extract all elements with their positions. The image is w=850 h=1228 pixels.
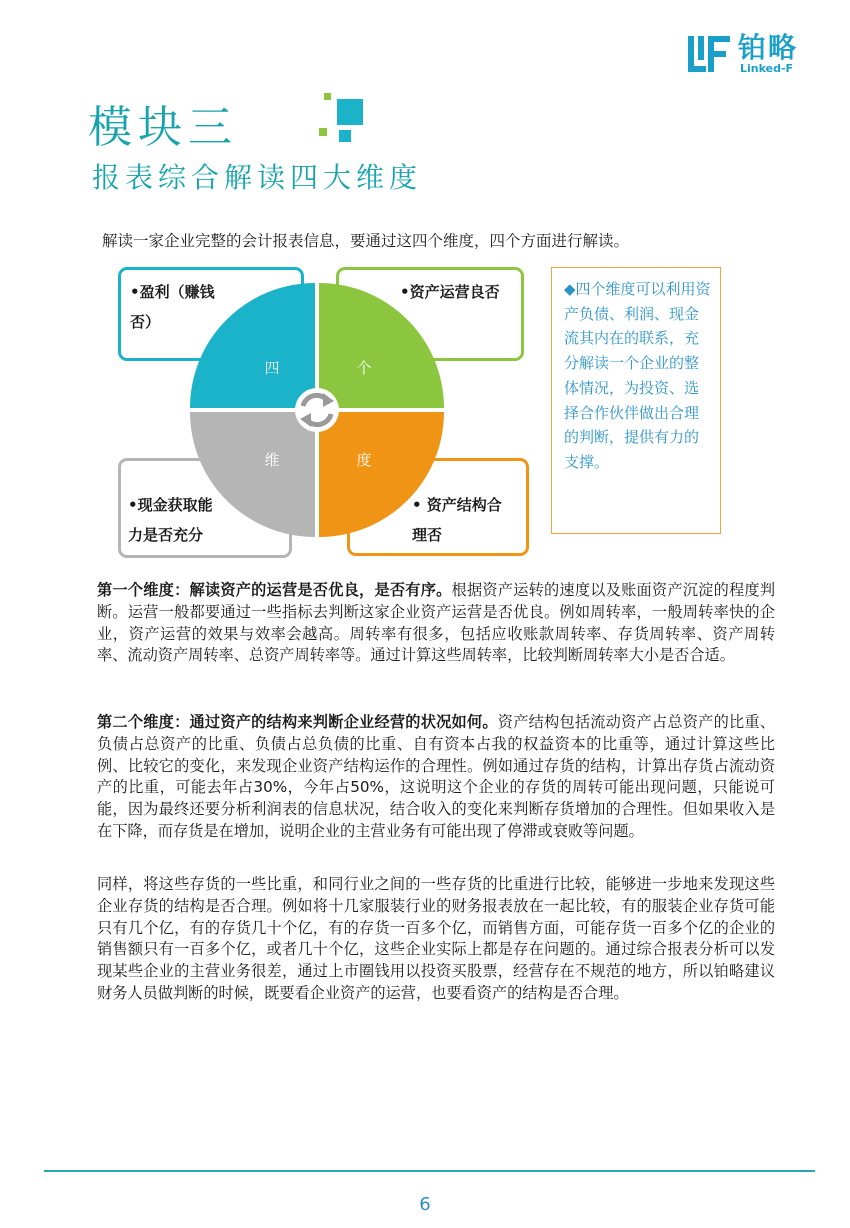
box-structure-label: • 资产结构合理否: [412, 496, 502, 544]
note-text: ◆四个维度可以利用资产负债、利润、现金流其内在的联系，充分解读一个企业的整体情况，为投资、选择合作伙伴做出合理的判断，提供有力的支撑。: [564, 280, 711, 471]
paragraph-body: 根据资产运转的速度以及账面资产沉淀的程度判断。运营一般都要通过一些指标去判断这家企业资产运营是否优良。例如周转率，一般周转率快的企业，资产运营的效果与效率会越高。周转率有很多，包括应收账款周转率、存货周转率、资产周转率、流动资产周转率、总资产周转率等。通过计算这些周转率，比较判断周转率大小是否合适。: [97, 581, 776, 665]
cycle-arrows-icon: [295, 388, 339, 432]
paragraph-lead: 第一个维度：解读资产的运营是否优良，是否有序。: [97, 581, 452, 599]
box-cashflow-label: •现金获取能力是否充分: [128, 496, 213, 544]
brand-name-en: Linked-F: [740, 62, 794, 75]
paragraph-dimension-1: [97, 580, 775, 667]
paragraph-comparison: [97, 874, 775, 1005]
brand-name-cn: 铂略: [738, 31, 799, 64]
quadrant-char-1: 四: [264, 359, 280, 377]
module-title: 模块三: [88, 102, 238, 153]
footer-divider: [44, 1170, 815, 1172]
paragraph-body: 资产结构包括流动资产占总资产的比重、负债占总资产的比重、负债占总负债的比重、自有资本占我的权益资本的比重等，通过计算这些比例、比较它的变化，来发现企业资产结构运作的合理性。例如通过存货的结构，计算出存货占流动资产的比重，可能去年占30%，今年占50%，这说明这个企业的存货的周转可能出现问题，只能说可能，因为最终还要分析利润表的信息状况，结合收入的变化来判断存货增加的合理性。但如果收入是在下降，而存货是在增加，说明企业的主营业务有可能出现了停滞或衰败等问题。: [97, 713, 776, 840]
quadrant-char-3: 维: [264, 451, 280, 469]
paragraph-lead: 第二个维度：通过资产的结构来判断企业经营的状况如何。: [97, 713, 498, 731]
page-number: 6: [419, 1194, 431, 1215]
box-operation-label: •资产运营良否: [400, 283, 500, 301]
intro-text: 解读一家企业完整的会计报表信息，要通过这四个维度，四个方面进行解读。: [102, 232, 630, 250]
paragraph-body: 同样，将这些存货的一些比重，和同行业之间的一些存货的比重进行比较，能够进一步地来发现这些企业存货的结构是否合理。例如将十几家服装行业的财务报表放在一起比较，有的服装企业存货可能只有几个亿，有的存货几十个亿，有的存货一百多个亿，而销售方面，可能存货一百多个亿的企业的销售额只有一百多个亿，或者几十个亿，这些企业实际上都是存在问题的。通过综合报表分析可以发现某些企业的主营业务很差，通过上市圈钱用以投资买股票，经营存在不规范的地方，所以铂略建议财务人员做判断的时候，既要看企业资产的运营，也要看资产的结构是否合理。: [97, 875, 775, 1002]
quadrant-char-2: 个: [356, 359, 372, 377]
paragraph-dimension-2: [97, 712, 775, 843]
box-profit-label: •盈利（赚钱否）: [130, 283, 215, 331]
linked-f-logo-mark-icon: [688, 34, 732, 74]
quadrant-char-4: 度: [356, 451, 372, 469]
brand-logo: [688, 32, 818, 78]
module-subtitle: 报表综合解读四大维度: [92, 161, 423, 194]
quadrant-circle: [190, 283, 444, 537]
